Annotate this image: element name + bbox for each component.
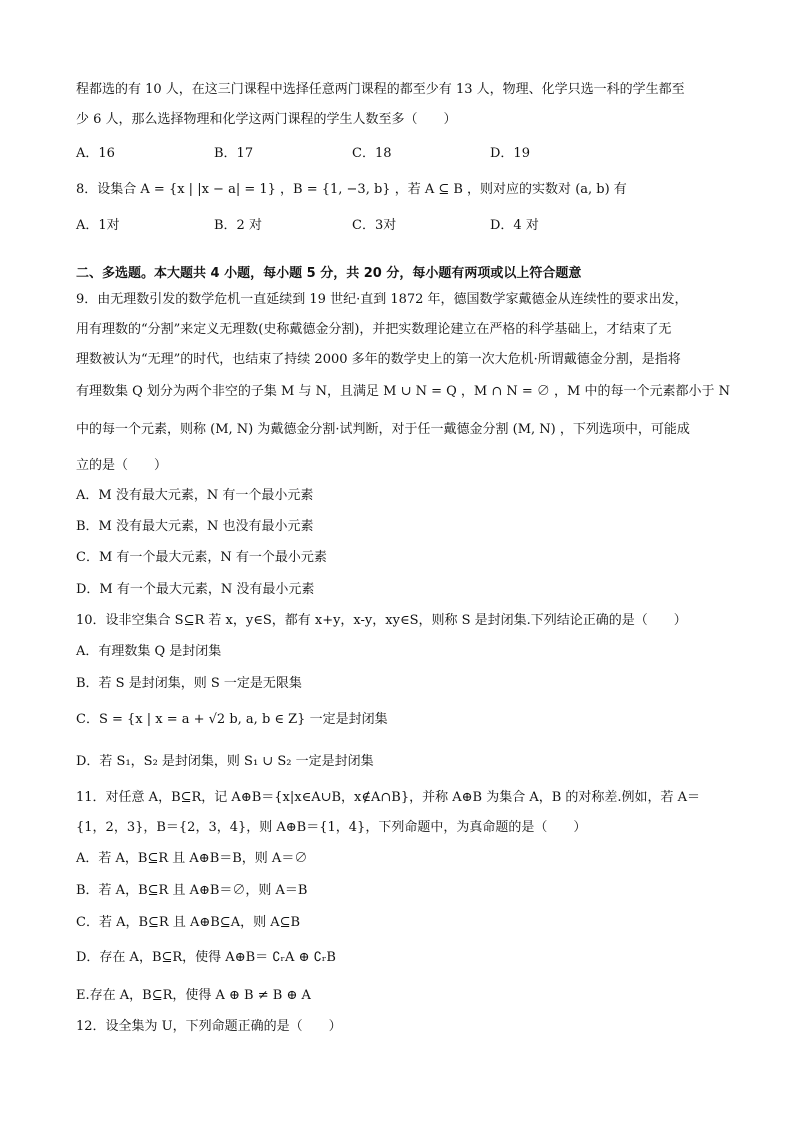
- q9-option-a: A．M 没有最大元素，N 有一个最小元素: [76, 488, 314, 503]
- q10-option-c: C．S = {x | x = a + √2 b, a, b ∈ Z} 一定是封闭集: [76, 712, 388, 727]
- q7-option-a: A．16: [76, 146, 115, 161]
- q7-text-line-1: 程都选的有 10 人，在这三门课程中选择任意两门课程的都至少有 13 人，物理、化学只选一科的学生都至: [76, 82, 685, 97]
- q9-option-c: C．M 有一个最大元素，N 有一个最小元素: [76, 550, 327, 565]
- q10-option-a: A．有理数集 Q 是封闭集: [76, 644, 222, 659]
- q11-option-d: D．存在 A，B⊆R，使得 A⊕B＝ ∁ᵣA ⊕ ∁ᵣB: [76, 950, 336, 965]
- q11-text-line-2: {1，2，3}，B＝{2，3，4}，则 A⊕B＝{1，4}，下列命题中，为真命题的是（ ）: [76, 820, 587, 835]
- q9-option-d: D．M 有一个最大元素，N 没有最小元素: [76, 582, 315, 597]
- q11-option-a: A．若 A，B⊆R 且 A⊕B＝B，则 A＝∅: [76, 851, 308, 866]
- q7-text-line-2: 少 6 人，那么选择物理和化学这两门课程的学生人数至多（ ）: [76, 112, 457, 127]
- q9-text-line-2: 用有理数的“分割”来定义无理数(史称戴德金分割)，并把实数理论建立在严格的科学基础上，才结束了无: [76, 322, 672, 337]
- q11-option-b: B．若 A，B⊆R 且 A⊕B＝∅，则 A＝B: [76, 883, 308, 898]
- q7-option-d: D．19: [490, 146, 530, 161]
- q9-option-b: B．M 没有最大元素，N 也没有最小元素: [76, 519, 314, 534]
- q8-option-a: A．1对: [76, 218, 120, 233]
- q8-option-b: B．2 对: [214, 218, 262, 233]
- q8-option-c: C．3对: [352, 218, 397, 233]
- q8-option-d: D．4 对: [490, 218, 539, 233]
- q10-stem: 10．设非空集合 S⊆R 若 x，y∈S，都有 x+y，x-y，xy∈S，则称 S 是封闭集.下列结论正确的是（ ）: [76, 613, 687, 628]
- q11-option-c: C．若 A，B⊆R 且 A⊕B⊆A，则 A⊆B: [76, 915, 301, 930]
- section-heading: 二、多选题。本大题共 4 小题，每小题 5 分，共 20 分，每小题有两项或以上符合题意: [76, 266, 582, 281]
- q9-text-line-4: 有理数集 Q 划分为两个非空的子集 M 与 N，且满足 M ∪ N = Q ，M ∩ N = ∅ ，M 中的每一个元素都小于 N: [76, 384, 731, 399]
- q11-option-e: E.存在 A，B⊆R，使得 A ⊕ B ≠ B ⊕ A: [76, 988, 311, 1003]
- q10-option-b: B．若 S 是封闭集，则 S 一定是无限集: [76, 676, 302, 691]
- q10-option-d: D．若 S₁，S₂ 是封闭集，则 S₁ ∪ S₂ 一定是封闭集: [76, 754, 374, 769]
- q9-text-line-6: 立的是（ ）: [76, 458, 168, 473]
- q12-stem: 12．设全集为 U，下列命题正确的是（ ）: [76, 1019, 342, 1034]
- q7-option-b: B．17: [214, 146, 254, 161]
- q11-text-line-1: 11．对任意 A，B⊆R，记 A⊕B＝{x|x∈A∪B，x∉A∩B}，并称 A⊕B 为集合 A，B 的对称差.例如，若 A＝: [76, 790, 701, 805]
- q9-text-line-5: 中的每一个元素，则称 (M, N) 为戴德金分割·试判断，对于任一戴德金分割 (M, N) ，下列选项中，可能成: [76, 422, 690, 437]
- q9-text-line-1: 9．由无理数引发的数学危机一直延续到 19 世纪·直到 1872 年，德国数学家戴德金从连续性的要求出发，: [76, 292, 688, 307]
- q7-option-c: C．18: [352, 146, 392, 161]
- q9-text-line-3: 理数被认为“无理”的时代，也结束了持续 2000 多年的数学史上的第一次大危机·所谓戴德金分割，是指将: [76, 352, 681, 367]
- q8-stem: 8．设集合 A = {x | |x − a| = 1} ，B = {1, −3, b} ，若 A ⊆ B ，则对应的实数对 (a, b) 有: [76, 182, 627, 197]
